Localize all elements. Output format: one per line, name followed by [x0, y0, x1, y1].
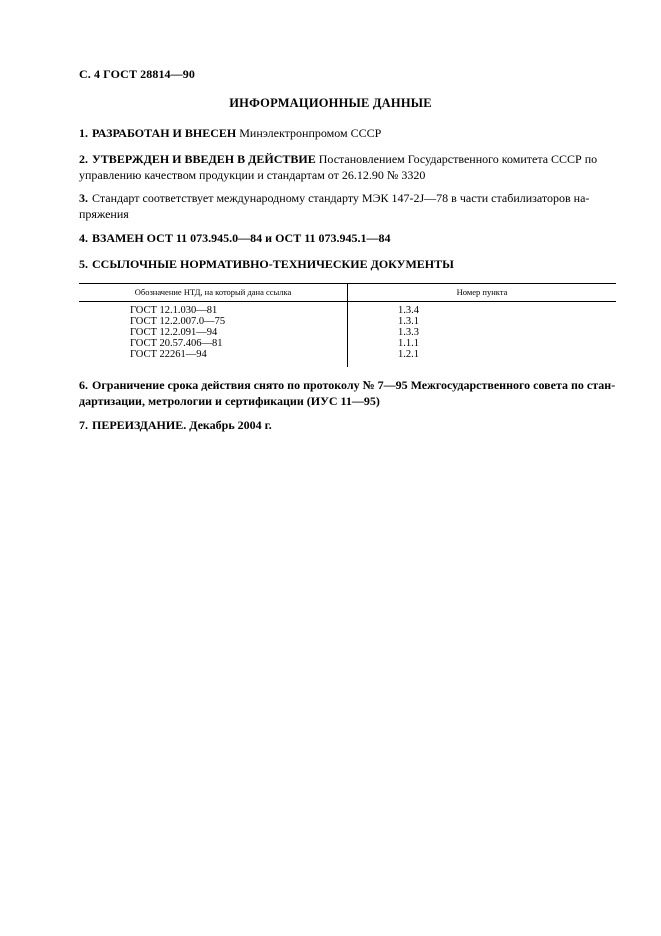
clause-number: 1.1.1 [398, 338, 419, 349]
table-body [79, 305, 616, 360]
item-number: 2. [79, 152, 88, 166]
item-text: Постановлением Государственного комитета СССР по управлению качеством продукции и стандартам от 26.12.90 № 3320 [79, 152, 598, 182]
clause-number: 1.3.3 [398, 327, 419, 338]
info-item-2 [79, 151, 619, 183]
item-text: Ограничение срока действия снято по протоколу № 7—95 Межгосударственного совета по стан-дартизации, метрологии и сертификации (ИУС 11—95) [79, 378, 616, 408]
item-number: 7. [79, 418, 88, 432]
page-header: С. 4 ГОСТ 28814—90 [79, 67, 195, 81]
item-heading: ПЕРЕИЗДАНИЕ. [92, 418, 187, 432]
column-header-clause: Номер пункта [456, 287, 508, 297]
document-designation: ГОСТ 22261—94 [130, 349, 207, 360]
document-designation: ГОСТ 20.57.406—81 [130, 338, 223, 349]
item-text: Минэлектронпромом СССР [236, 126, 382, 140]
table-row [79, 316, 616, 327]
table-row [79, 338, 616, 349]
table-row [79, 349, 616, 360]
clause-number: 1.3.4 [398, 305, 419, 316]
clause-number: 1.2.1 [398, 349, 419, 360]
item-number: 3. [79, 191, 88, 205]
item-text: Стандарт соответствует международному стандарту МЭК 147-2J—78 в части стабилизаторов на-пряжения [79, 191, 590, 221]
column-header-document: Обозначение НТД, на который дана ссылка [134, 287, 292, 297]
reference-documents-table [79, 283, 616, 367]
item-heading: УТВЕРЖДЕН И ВВЕДЕН В ДЕЙСТВИЕ [92, 152, 316, 166]
item-number: 1. [79, 126, 88, 140]
item-text: Декабрь 2004 г. [186, 418, 272, 432]
table-row [79, 305, 616, 316]
item-number: 6. [79, 378, 88, 392]
info-item-3 [79, 190, 619, 222]
item-heading: ВЗАМЕН ОСТ 11 073.945.0—84 и ОСТ 11 073.945.1—84 [92, 231, 391, 245]
item-number: 4. [79, 231, 88, 245]
item-heading: ССЫЛОЧНЫЕ НОРМАТИВНО-ТЕХНИЧЕСКИЕ ДОКУМЕНТЫ [92, 257, 454, 271]
info-item-7 [79, 417, 619, 433]
section-title: ИНФОРМАЦИОННЫЕ ДАННЫЕ [229, 96, 432, 110]
info-item-1 [79, 125, 619, 141]
info-item-4 [79, 230, 619, 246]
document-designation: ГОСТ 12.1.030—81 [130, 305, 218, 316]
info-item-6 [79, 377, 619, 409]
document-designation: ГОСТ 12.2.007.0—75 [130, 316, 226, 327]
item-heading: РАЗРАБОТАН И ВНЕСЕН [92, 126, 237, 140]
clause-number: 1.3.1 [398, 316, 419, 327]
table-row [79, 327, 616, 338]
item-number: 5. [79, 257, 88, 271]
info-item-5 [79, 256, 619, 272]
document-designation: ГОСТ 12.2.091—94 [130, 327, 218, 338]
